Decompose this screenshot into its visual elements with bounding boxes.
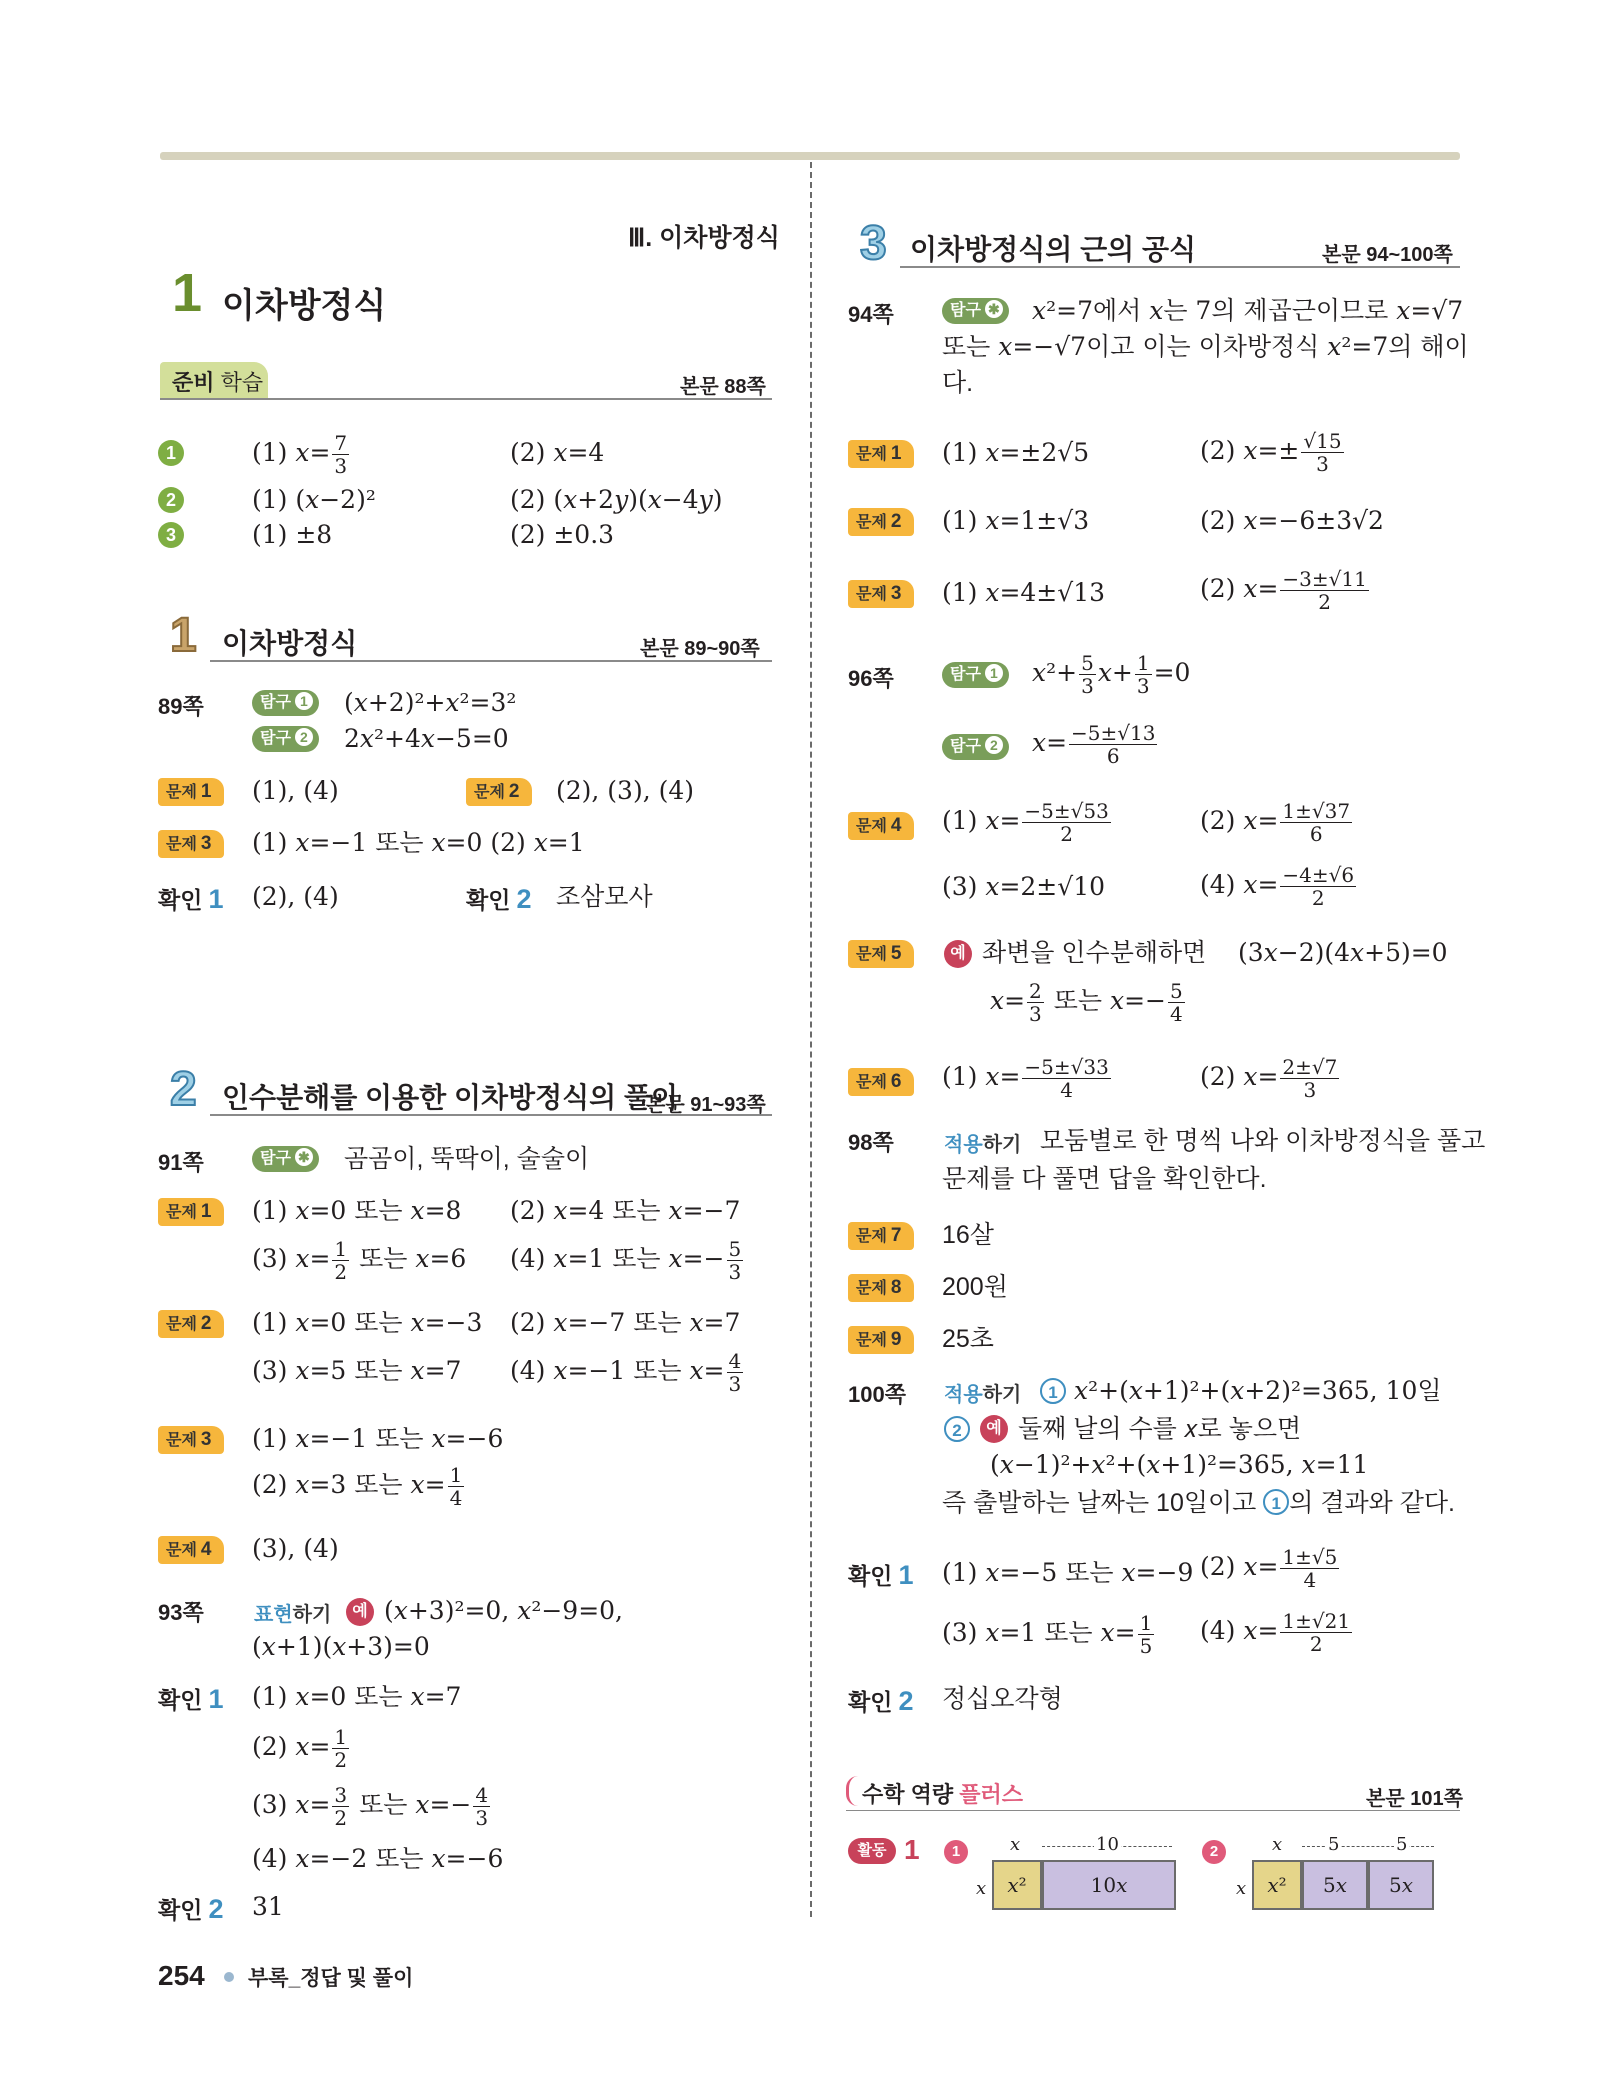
step-2-marker: 2 <box>944 1416 970 1442</box>
unit-number: 1 <box>172 263 203 323</box>
sec3-p4-3: (3) 𝑥=2±√10 <box>942 872 1106 901</box>
sec3-c1-2: (2) 𝑥= $\frac{1\pm√5}{4}$ <box>1200 1545 1338 1592</box>
frac: $\frac{5}{3}$ <box>1081 651 1094 698</box>
frac: $\frac{2}{3}$ <box>1029 979 1042 1026</box>
d1-top-x: 𝑥 <box>1010 1834 1021 1855</box>
problem-badge: 문제 1 <box>848 440 914 468</box>
sec3-tamgu-2: 또는 𝑥=−√7이고 이는 이차방정식 𝑥²=7의 해이 <box>942 332 1469 361</box>
sec3-p5-b: (3𝑥−2)(4𝑥+5)=0 <box>1238 938 1448 967</box>
tamgu-badge: 탐구 ✱ <box>942 298 1009 324</box>
sec3-p3a: (1) 𝑥=4±√13 <box>942 578 1106 607</box>
d2-square: 𝑥² <box>1252 1860 1302 1910</box>
plus-ref: 본문 101쪽 <box>1366 1788 1463 1810</box>
sec2-p1-4: (4) 𝑥=1 또는 𝑥=− $\frac{5}{3}$ <box>510 1237 742 1284</box>
problem-badge: 문제 4 <box>848 812 914 840</box>
apply-label: 적용하기 <box>944 1134 1022 1156</box>
problem-badge: 문제 3 <box>158 830 224 858</box>
page-96: 96쪽 <box>848 666 894 691</box>
sec2-p2-2: (2) 𝑥=−7 또는 𝑥=7 <box>510 1308 741 1337</box>
frac: $\frac{4}{3}$ <box>475 1783 489 1830</box>
prep-3b: (2) ±0.3 <box>510 520 615 549</box>
sec3-p4-4: (4) 𝑥= $\frac{-4\pm√6}{2}$ <box>1200 863 1355 910</box>
prep-label: 준비 학습 <box>172 370 264 395</box>
frac: $\frac{-5\pm√33}{4}$ <box>1024 1055 1109 1102</box>
frac: $\frac{5}{4}$ <box>1169 979 1183 1026</box>
frac: $\frac{-5\pm√13}{6}$ <box>1071 721 1156 768</box>
sec1-c1: (2), (4) <box>252 882 339 911</box>
frac: $\frac{1\pm√21}{2}$ <box>1282 1609 1351 1656</box>
sec3-p1a: (1) 𝑥=±2√5 <box>942 438 1090 467</box>
d1-side: 𝑥 <box>976 1878 987 1899</box>
sec3-a100-2: 둘째 날의 수를 𝑥로 놓으면 <box>1018 1415 1302 1443</box>
sec3-p2a: (1) 𝑥=1±√3 <box>942 506 1090 535</box>
confirm-label: 확인 2 <box>466 884 532 914</box>
frac: $\frac{5}{3}$ <box>728 1237 742 1284</box>
problem-badge: 문제 1 <box>158 1198 224 1226</box>
footer-dot <box>224 1972 234 1982</box>
sec2-p3-1: (1) 𝑥=−1 또는 𝑥=−6 <box>252 1424 504 1453</box>
confirm-label: 확인 1 <box>848 1560 914 1590</box>
sec3-p7: 16살 <box>942 1221 994 1249</box>
problem-badge: 문제 4 <box>158 1536 224 1564</box>
tamgu-2-badge: 탐구 2 <box>252 726 319 752</box>
top-rule <box>160 152 1460 160</box>
sec3-tamgu-3: 다. <box>942 369 974 397</box>
sec2-p2-4: (4) 𝑥=−1 또는 𝑥= $\frac{4}{3}$ <box>510 1349 742 1396</box>
plus-bracket <box>846 1776 861 1806</box>
sec2-p1-3: (3) 𝑥= $\frac{1}{2}$ 또는 𝑥=6 <box>252 1237 467 1284</box>
sec1-title: 이차방정식 <box>222 628 358 659</box>
activity-number: 1 <box>904 1834 920 1865</box>
sec2-tamgu: 곰곰이, 뚝딱이, 술술이 <box>344 1145 590 1173</box>
frac: $\frac{2\pm√7}{3}$ <box>1282 1055 1338 1102</box>
sec1-p2: (2), (3), (4) <box>556 776 695 805</box>
frac: $\frac{1}{3}$ <box>1136 651 1150 698</box>
sec2-c1-2: (2) 𝑥= $\frac{1}{2}$ <box>252 1725 348 1772</box>
prep-1b: (2) 𝑥=4 <box>510 438 605 467</box>
sec3-t96-1: 𝑥²+ $\frac{5}{3}$ 𝑥+ $\frac{1}{3}$ =0 <box>1032 651 1191 698</box>
sec3-number: 3 <box>860 217 887 270</box>
problem-badge: 문제 7 <box>848 1222 914 1250</box>
prep-3a: (1) ±8 <box>252 520 333 549</box>
prep-1a: (1) 𝑥= $\frac{7}{3}$ <box>252 431 348 478</box>
sec1-p1: (1), (4) <box>252 776 339 805</box>
prep-num-1: 1 <box>158 440 184 466</box>
confirm-label: 확인 2 <box>848 1686 914 1716</box>
sec3-p8: 200원 <box>942 1273 1008 1301</box>
express-label: 표현하기 <box>254 1604 332 1626</box>
sec3-a100-1: 𝑥²+(𝑥+1)²+(𝑥+2)²=365, 10일 <box>1074 1376 1442 1405</box>
sec3-p1b: (2) 𝑥=± $\frac{√15}{3}$ <box>1200 429 1342 476</box>
sec2-express-1: (𝑥+3)²=0, 𝑥²−9=0, <box>384 1596 624 1625</box>
sec2-c2: 31 <box>252 1892 284 1921</box>
sec1-p3: (1) 𝑥=−1 또는 𝑥=0 (2) 𝑥=1 <box>252 828 585 857</box>
frac: $\frac{1}{2}$ <box>334 1237 348 1284</box>
page-94: 94쪽 <box>848 302 894 327</box>
tamgu-2-answer: 2𝑥²+4𝑥−5=0 <box>344 724 509 753</box>
sec3-p3b: (2) 𝑥= $\frac{-3\pm√11}{2}$ <box>1200 567 1367 614</box>
d2-top-x: 𝑥 <box>1272 1834 1283 1855</box>
sec3-title: 이차방정식의 근의 공식 <box>910 234 1197 265</box>
page-89: 89쪽 <box>158 694 204 719</box>
apply-label: 적용하기 <box>944 1384 1022 1406</box>
step-1-marker: 1 <box>1040 1378 1066 1404</box>
sec3-p6-2: (2) 𝑥= $\frac{2\pm√7}{3}$ <box>1200 1055 1338 1102</box>
d2-top-5a: 5 <box>1328 1834 1340 1855</box>
sec3-p4-1: (1) 𝑥= $\frac{-5\pm√53}{2}$ <box>942 799 1109 846</box>
sec1-c2: 조삼모사 <box>556 883 653 911</box>
page-91: 91쪽 <box>158 1150 204 1175</box>
sec2-c1-1: (1) 𝑥=0 또는 𝑥=7 <box>252 1682 462 1711</box>
d2-dim-line <box>1302 1846 1434 1847</box>
confirm-label: 확인 1 <box>158 1684 224 1714</box>
diagram-2-marker: 2 <box>1202 1840 1226 1864</box>
sec3-p5-a: 좌변을 인수분해하면 <box>982 939 1207 967</box>
page-98: 98쪽 <box>848 1130 894 1155</box>
frac: $\frac{1\pm√37}{6}$ <box>1282 799 1351 846</box>
activity-badge: 활동 <box>848 1838 896 1864</box>
sec2-number: 2 <box>170 1063 197 1116</box>
sec3-p2b: (2) 𝑥=−6±3√2 <box>1200 506 1384 535</box>
sec3-p4-2: (2) 𝑥= $\frac{1\pm√37}{6}$ <box>1200 799 1351 846</box>
sec3-c2: 정십오각형 <box>942 1685 1063 1713</box>
frac: $\frac{-4\pm√6}{2}$ <box>1282 863 1355 910</box>
sec3-p5-c: 𝑥= $\frac{2}{3}$ 또는 𝑥=− $\frac{5}{4}$ <box>990 979 1183 1026</box>
sec2-p3-2: (2) 𝑥=3 또는 𝑥= $\frac{1}{4}$ <box>252 1463 463 1510</box>
problem-badge: 문제 1 <box>158 778 224 806</box>
problem-badge: 문제 2 <box>158 1310 224 1338</box>
frac: $\frac{-5\pm√53}{2}$ <box>1024 799 1109 846</box>
d1-rect: 10𝑥 <box>1042 1860 1176 1910</box>
page-number: 254 <box>158 1960 205 1991</box>
frac: $\frac{1}{5}$ <box>1139 1611 1153 1658</box>
sec2-p2-3: (3) 𝑥=5 또는 𝑥=7 <box>252 1356 462 1385</box>
step-1-ref: 1 <box>1263 1489 1289 1515</box>
column-divider <box>810 162 812 1917</box>
problem-badge: 문제 3 <box>848 580 914 608</box>
sec3-ref: 본문 94~100쪽 <box>1322 244 1453 266</box>
sec3-p9: 25초 <box>942 1325 994 1353</box>
sec3-c1-1: (1) 𝑥=−5 또는 𝑥=−9 <box>942 1558 1194 1587</box>
frac: $\frac{3}{2}$ <box>334 1783 348 1830</box>
sec3-c1-4: (4) 𝑥= $\frac{1\pm√21}{2}$ <box>1200 1609 1351 1656</box>
page-93: 93쪽 <box>158 1600 204 1625</box>
confirm-label: 확인 2 <box>158 1894 224 1924</box>
problem-badge: 문제 6 <box>848 1068 914 1096</box>
frac: $\frac{-3\pm√11}{2}$ <box>1282 567 1367 614</box>
sec2-p1-2: (2) 𝑥=4 또는 𝑥=−7 <box>510 1196 741 1225</box>
prep-2b: (2) (𝑥+2𝑦)(𝑥−4𝑦) <box>510 485 723 514</box>
frac: $\frac{√15}{3}$ <box>1303 429 1342 476</box>
prep-num-2: 2 <box>158 487 184 513</box>
tamgu-1-badge: 탐구 1 <box>942 662 1009 688</box>
sec3-apply98-2: 문제를 다 풀면 답을 확인한다. <box>942 1165 1267 1193</box>
d2-rect-1: 5𝑥 <box>1302 1860 1368 1910</box>
frac: $\frac{7}{3}$ <box>334 431 348 478</box>
d1-top-10: 10 <box>1096 1834 1119 1855</box>
diagram-1-marker: 1 <box>944 1840 968 1864</box>
sec3-tamgu-1: 𝑥²=7에서 𝑥는 7의 제곱근이므로 𝑥=√7 <box>1032 296 1464 325</box>
example-badge: 예 <box>980 1415 1008 1443</box>
problem-badge: 문제 8 <box>848 1274 914 1302</box>
frac: $\frac{1}{4}$ <box>449 1463 463 1510</box>
d2-top-5b: 5 <box>1396 1834 1408 1855</box>
sec2-p1-1: (1) 𝑥=0 또는 𝑥=8 <box>252 1196 462 1225</box>
plus-title: 수학 역량 플러스 <box>862 1782 1024 1807</box>
sec3-apply98-1: 모둠별로 한 명씩 나와 이차방정식을 풀고 <box>1040 1127 1486 1155</box>
sec3-a100-4: 즉 출발하는 날짜는 10일이고 1 의 결과와 같다. <box>942 1489 1455 1517</box>
d1-square: 𝑥² <box>992 1860 1042 1910</box>
tamgu-1-answer: (𝑥+2)²+𝑥²=3² <box>344 688 517 717</box>
prep-2a: (1) (𝑥−2)² <box>252 485 376 514</box>
sec3-a100-3: (𝑥−1)²+𝑥²+(𝑥+1)²=365, 𝑥=11 <box>990 1450 1369 1479</box>
sec3-c1-3: (3) 𝑥=1 또는 𝑥= $\frac{1}{5}$ <box>942 1611 1153 1658</box>
sec2-ref: 본문 91~93쪽 <box>646 1094 766 1116</box>
sec2-c1-3: (3) 𝑥= $\frac{3}{2}$ 또는 𝑥=− $\frac{4}{3}$ <box>252 1783 489 1830</box>
sec1-ref: 본문 89~90쪽 <box>640 638 760 660</box>
frac: $\frac{1}{2}$ <box>334 1725 348 1772</box>
sec2-title: 인수분해를 이용한 이차방정식의 풀이 <box>222 1082 679 1113</box>
footer-text: 부록_정답 및 풀이 <box>248 1967 414 1990</box>
d2-side: 𝑥 <box>1236 1878 1247 1899</box>
frac: $\frac{1\pm√5}{4}$ <box>1282 1545 1338 1592</box>
frac: $\frac{4}{3}$ <box>728 1349 742 1396</box>
problem-badge: 문제 2 <box>848 508 914 536</box>
sec2-express-2: (𝑥+1)(𝑥+3)=0 <box>252 1632 430 1661</box>
sec3-p6-1: (1) 𝑥= $\frac{-5\pm√33}{4}$ <box>942 1055 1109 1102</box>
sec2-p2-1: (1) 𝑥=0 또는 𝑥=−3 <box>252 1308 483 1337</box>
example-badge: 예 <box>346 1598 374 1626</box>
tamgu-2-badge: 탐구 2 <box>942 734 1009 760</box>
problem-badge: 문제 3 <box>158 1426 224 1454</box>
prep-num-3: 3 <box>158 522 184 548</box>
problem-badge: 문제 2 <box>466 778 532 806</box>
example-badge: 예 <box>944 940 972 968</box>
sec3-t96-2: 𝑥= $\frac{-5\pm√13}{6}$ <box>1032 721 1156 768</box>
chapter-label: Ⅲ. 이차방정식 <box>628 224 780 252</box>
tamgu-badge: 탐구 ✱ <box>252 1146 319 1172</box>
d2-rect-2: 5𝑥 <box>1368 1860 1434 1910</box>
problem-badge: 문제 5 <box>848 940 914 968</box>
sec2-c1-4: (4) 𝑥=−2 또는 𝑥=−6 <box>252 1844 504 1873</box>
prep-ref: 본문 88쪽 <box>680 376 766 398</box>
sec2-p4: (3), (4) <box>252 1534 339 1563</box>
page-100: 100쪽 <box>848 1382 906 1407</box>
problem-badge: 문제 9 <box>848 1326 914 1354</box>
tamgu-1-badge: 탐구 1 <box>252 690 319 716</box>
confirm-label: 확인 1 <box>158 884 224 914</box>
sec1-number: 1 <box>170 609 197 662</box>
unit-title: 이차방정식 <box>222 287 387 325</box>
